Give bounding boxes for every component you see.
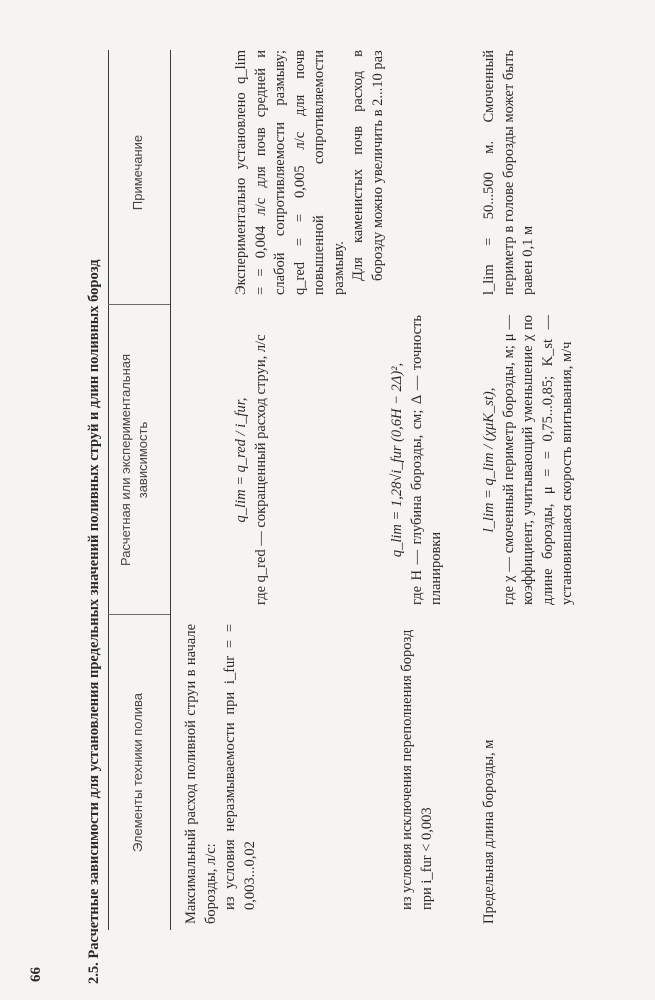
header-dependency: Расчетная или экспериментальная зависимость [118, 353, 150, 567]
row3-note [480, 50, 539, 295]
row1-note [232, 50, 389, 295]
row1-dependency [232, 315, 271, 605]
header-note: Примечание [130, 134, 145, 211]
row3-elements [480, 624, 500, 924]
row1-dependency-text: где q_red — сокращенный расход струи, л/с [252, 334, 269, 605]
row2-elements-line2: при i_fur < 0,003 [418, 807, 435, 910]
row1-note-line1: Экспериментально установлено q_lim = = 0,004 л/с для почв средней и слабой сопротивляемости размыву; q_red = = 0,005 л/с для почв повышенной сопротивляемости размыву. [233, 50, 347, 295]
row1-formula: q_lim = q_red / i_fur, [233, 397, 249, 523]
row1-elements-line2: из условия неразмываемости при i_fur = = 0,003...0,02 [222, 624, 258, 910]
row1-elements-line1: Максимальный расход поливной струи в начале борозды, л/с: [183, 624, 219, 924]
row2-elements [398, 620, 437, 910]
row1-elements [182, 624, 260, 924]
row3-dependency-text: где χ — смоченный периметр борозды, м; μ — коэффициент, учитывающий уменьшение χ по длине борозды, μ = = 0,75...0,85; K_st — установившаяся скорость впитывания, м/ч [500, 315, 576, 605]
row3-formula: l_lim = q_lim / (χμK_st), [481, 387, 497, 533]
row2-dependency [388, 315, 447, 605]
page-number: 66 [28, 967, 44, 982]
row1-note-line2: Для каменистых почв расход в борозду можно увеличить в 2...10 раз [350, 50, 386, 281]
row2-elements-line1: из условия исключения переполнения борозд [399, 629, 415, 910]
column-divider-2 [108, 304, 170, 305]
table-caption: 2.5. Расчетные зависимости для установления предельных значений поливных струй и длин поливных борозд [86, 259, 102, 984]
row3-note-line1: l_lim = 50...500 м. Смоченный периметр в голове борозды может быть равен 0,1 м [481, 50, 537, 295]
table-header-rule [170, 50, 171, 930]
row3-elements-line1: Предельная длина борозды, м [481, 739, 497, 924]
row3-dependency [480, 315, 578, 605]
table-top-rule [108, 50, 109, 930]
row2-formula: q_lim = 1,28√i_fur (0,6H − 2Δ)², [389, 362, 405, 558]
header-elements: Элементы техники полива [130, 692, 145, 853]
row2-dependency-text: где H — глубина борозды, см; Δ — точность планировки [408, 315, 445, 605]
